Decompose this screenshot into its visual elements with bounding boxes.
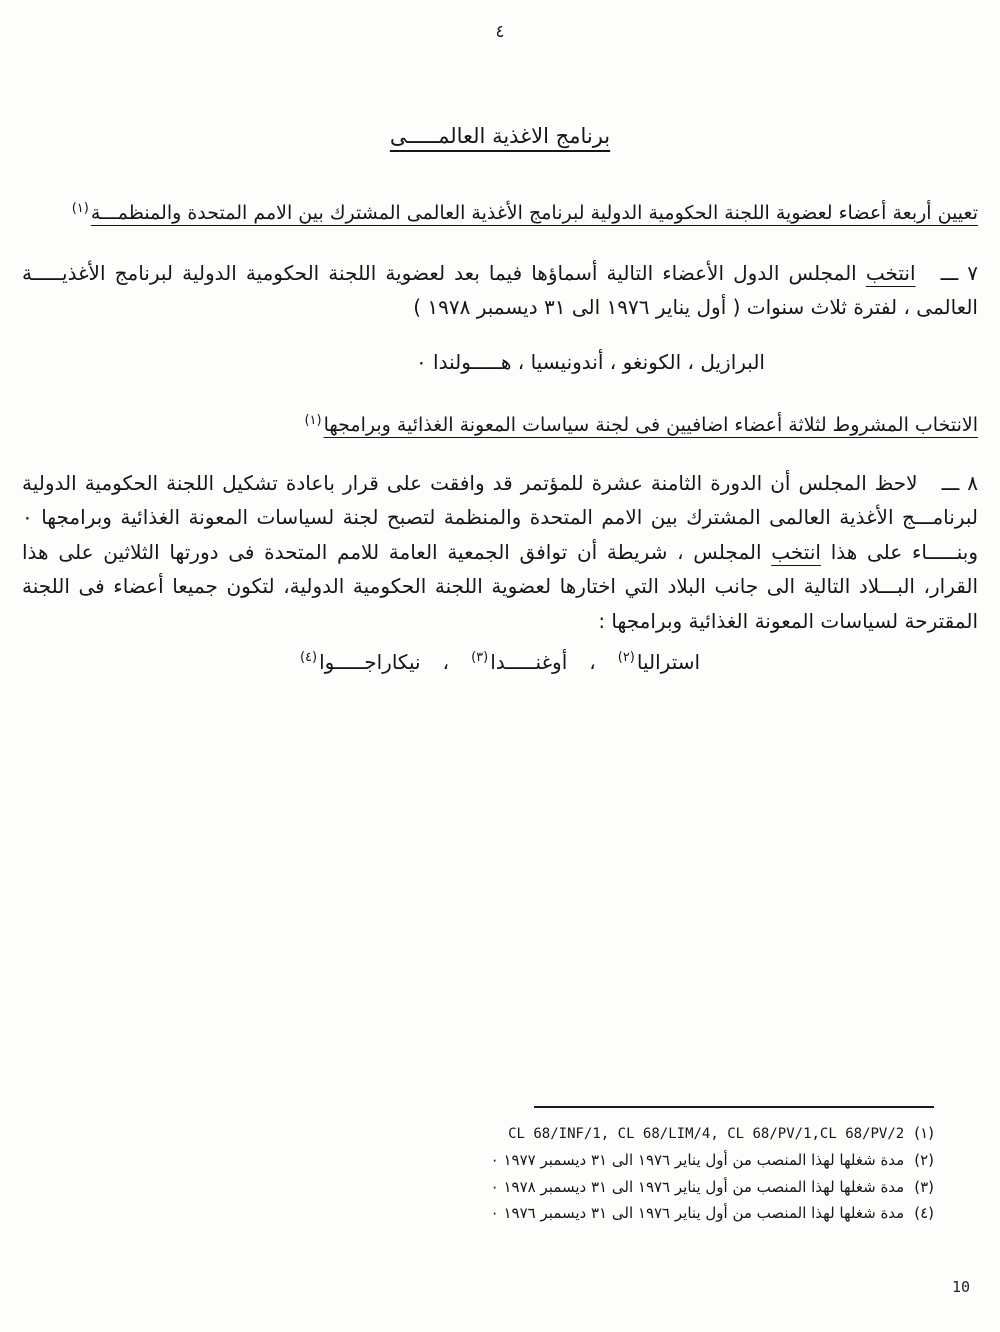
footnote-1-ref: (١) [914,1124,934,1142]
paragraph-7-text: المجلس الدول الأعضاء التالية أسماؤها فيما بعد لعضوية اللجنة الحكومية الدولية لبرنامج الأغذيـــــة العالمى ، لفترة ثلاث سنوات ( أول يناير ١٩٧٦ الى ٣١ ديسمبر ١٩٧٨ ) [22,261,978,320]
title-block [0,124,1000,148]
footnote-ref-1-marker-2: (١) [304,412,322,428]
footnote-ref-3-marker: (٣) [471,650,489,666]
paragraph-8-text-2: المجلس ، شريطة أن توافق الجمعية العامة للامم المتحدة فى دورتها الثلاثين على هذا القرار، البـــلاد التالية الى جانب البلاد التي اختارها لعضوية اللجنة الحكومية الدولية، لتكون جميعا أعضاء فى اللجنة المقترحة لسياسات المعونة الغذائية وبرامجها : [22,539,978,633]
footnote-ref-2-marker: (٢) [617,650,635,666]
elected-verb-underlined: انتخب [865,261,916,285]
document-title: برنامج الاغذية العالمـــــى [389,124,611,148]
page-number-bottom: 10 [951,1278,970,1296]
footnote-divider [534,1106,934,1108]
footnote-row-1 [508,1120,934,1147]
footnote-row-4 [490,1200,934,1227]
member-nicaragua-name: نيكاراجـــــوا [319,650,421,674]
footnote-2-text: مدة شغلها لهذا المنصب من أول يناير ١٩٧٦ الى ٣١ ديسمبر ١٩٧٧ ٠ [490,1150,905,1169]
member-uganda [471,650,567,674]
paragraph-8 [22,466,978,638]
footnotes-section [490,1106,934,1227]
footnote-row-2 [490,1147,934,1174]
paragraph-8-number: ٨ ـــ [941,471,979,495]
paragraph-8-text-1: لاحظ المجلس أن الدورة الثامنة عشرة للمؤتمر قد وافقت على قرار باعادة تشكيل اللجنة الحكومية الدولية لبرنامـــج الأغذية العالمى المشترك بين الامم المتحدة والمنظمة لتصبح لجنة لسياسات المعونة الغذائية وبرامجها ٠ وبنـــــاء على هذا [22,471,978,564]
footnote-row-3 [490,1174,934,1201]
footnote-2-ref: (٢) [914,1150,934,1169]
heading-conditional-text: الانتخاب المشروط لثلاثة أعضاء اضافيين فى لجنة سياسات المعونة الغذائية وبرامجها [323,414,978,436]
footnote-ref-4-marker: (٤) [299,650,318,666]
paragraph-7-number: ٧ ـــ [940,261,979,285]
footnote-3-text: مدة شغلها لهذا المنصب من أول يناير ١٩٧٦ الى ٣١ ديسمبر ١٩٧٨ ٠ [490,1177,905,1196]
member-separator-2: ، [442,650,450,674]
elected-verb-underlined-2: انتخب [771,539,821,564]
member-separator: ، [589,650,596,674]
member-australia [618,650,700,674]
footnote-4-ref: (٤) [914,1204,934,1223]
footnote-1-text: CL 68/INF/1, CL 68/LIM/4, CL 68/PV/1,CL 68/PV/2 [508,1126,905,1142]
elected-countries-line: البرازيل ، الكونغو ، أندونيسيا ، هـــــولندا ٠ [415,350,765,374]
page-number-top: ٤ [495,22,505,42]
proposed-members-line [120,650,880,674]
member-nicaragua [300,650,421,674]
heading-appointment-text: تعيين أربعة أعضاء لعضوية اللجنة الحكومية الدولية لبرنامج الأغذية العالمى المشترك بين الامم المتحدة والمنظمـــة [90,202,978,224]
heading-appointment [22,198,978,228]
paragraph-7 [22,256,978,325]
heading-conditional-election [22,410,978,440]
footnote-4-text: مدة شغلها لهذا المنصب من أول يناير ١٩٧٦ الى ٣١ ديسمبر ١٩٧٦ ٠ [490,1204,905,1223]
footnote-3-ref: (٣) [914,1177,934,1196]
member-australia-name: استراليا [636,650,701,674]
footnote-ref-1-marker: (١) [71,200,89,216]
member-uganda-name: أوغنـــــدا [490,650,568,674]
